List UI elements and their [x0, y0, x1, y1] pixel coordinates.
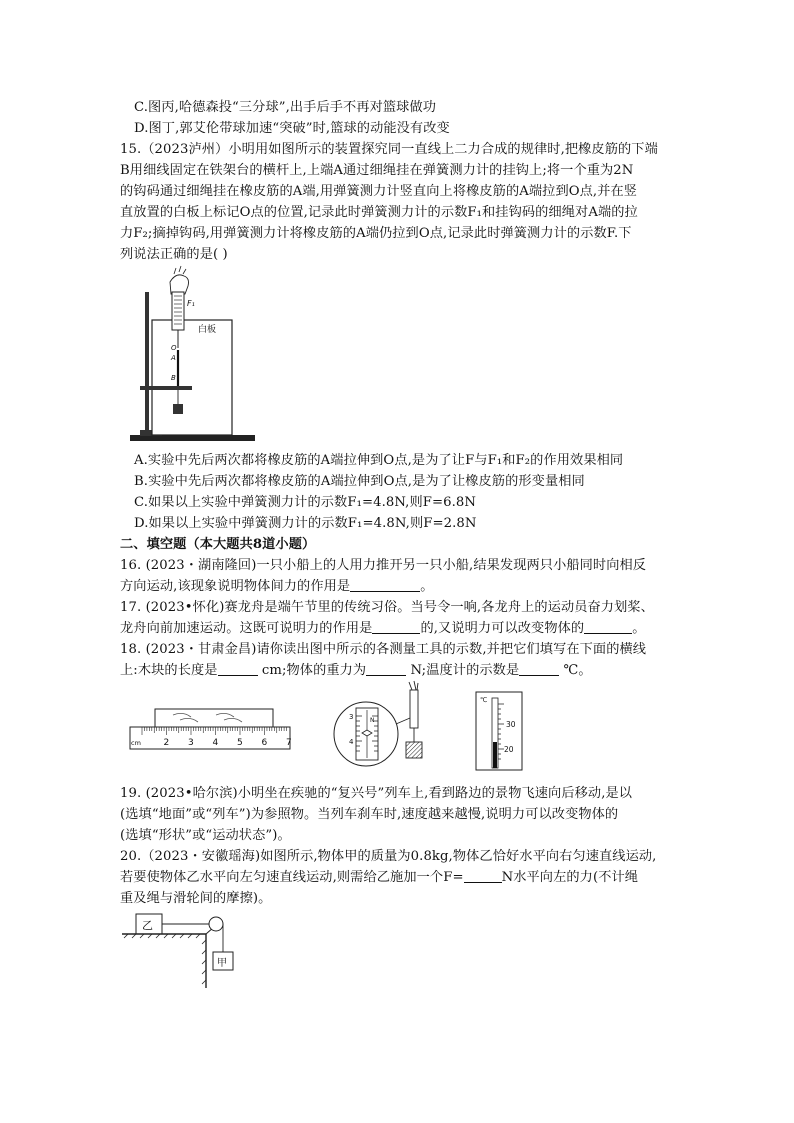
q18-weight-blank[interactable] [366, 662, 406, 676]
q16-line-1: 16. (2023・湖南隆回)一只小船上的人用力推开另一只小船,结果发现两只小船同时向相反 [120, 558, 647, 573]
q20-line-3: 重及绳与滑轮间的摩擦)。 [120, 891, 272, 906]
q17-line-2 [120, 618, 680, 639]
q17-answer-blank-2[interactable] [584, 620, 632, 634]
q17-answer-blank-1[interactable] [372, 620, 420, 634]
q15-option-d: D.如果以上实验中弹簧测力计的示数F₁=4.8N,则F=2.8N [134, 516, 477, 531]
q15-line-6: 列说法正确的是( ) [120, 247, 228, 262]
thermometer-unit: ℃ [480, 696, 488, 704]
option-c-previous: C.图丙,哈德森投“三分球”,出手后手不再对篮球做功 [134, 100, 437, 115]
q15-line-4: 直放置的白板上标记O点的位置,记录此时弹簧测力计的示数F₁和挂钩码的细绳对A端的拉 [120, 205, 638, 220]
ruler-tick-label: 2 [163, 738, 170, 748]
q15-line-3: 的钩码通过细绳挂在橡皮筋的A端,用弹簧测力计竖直向上将橡皮筋的A端拉到O点,并在竖 [120, 184, 638, 199]
ruler-tick-label: 5 [237, 738, 243, 748]
thermometer-tick-30: 30 [506, 720, 516, 729]
q17-line-1: 17. (2023•怀化)赛龙舟是端午节里的传统习俗。当号令一响,各龙舟上的运动员奋力划桨、 [120, 600, 654, 615]
point-o-label: O [171, 344, 177, 352]
q17-end: 。 [632, 621, 646, 636]
scale-unit-n: N [370, 717, 375, 724]
q15-option-b: B.实验中先后两次都将橡皮筋的A端拉伸到O点,是为了让橡皮筋的形变量相同 [134, 474, 585, 489]
q20-text-b: N水平向左的力(不计绳 [501, 870, 639, 885]
q20-line-1: 20.（2023・安徽瑶海)如图所示,物体甲的质量为0.8kg,物体乙恰好水平向右匀速直线运动, [120, 849, 657, 864]
q16-line-2 [120, 576, 680, 597]
q19-line-2: (选填“地面”或“列车”)为参照物。当列车刹车时,速度越来越慢,说明力可以改变物体的 [120, 807, 619, 822]
q15-apparatus-figure [120, 262, 260, 447]
q16-answer-blank[interactable] [350, 578, 420, 592]
ruler-unit-label: cm [131, 739, 141, 747]
q15-option-c: C.如果以上实验中弹簧测力计的示数F₁=4.8N,则F=6.8N [134, 495, 477, 510]
q16-end: 。 [420, 579, 434, 594]
scale-tick-4: 4 [349, 738, 354, 746]
q15-option-a: A.实验中先后两次都将橡皮筋的A端拉伸到O点,是为了让F与F₁和F₂的作用效果相同 [134, 453, 624, 468]
spring-scale-figure [330, 678, 440, 770]
ruler-tick-label: 6 [261, 738, 268, 748]
ruler-tick-label: 7 [286, 738, 292, 748]
q19-line-1: 19. (2023•哈尔滨)小明坐在疾驰的“复兴号”列车上,看到路边的景物飞速向后移动,是以 [120, 786, 633, 801]
f1-label: F₁ [187, 299, 195, 308]
q19-line-3: (选填“形状”或“运动状态”)。 [120, 828, 291, 843]
section-heading: 二、填空题（本大题共8道小题） [120, 537, 316, 552]
option-d-previous: D.图丁,郭艾伦带球加速“突破”时,篮球的动能没有改变 [134, 121, 450, 136]
q20-line-2 [120, 867, 680, 888]
q15-line-2: B用细线固定在铁架台的横杆上,上端A通过细绳挂在弹簧测力计的挂钩上;将一个重为2N [120, 163, 634, 178]
q18-end: ℃。 [559, 663, 592, 678]
q18-text-b: cm;物体的重力为 [257, 663, 367, 678]
q15-line-1: 15.（2023泸州）小明用如图所示的装置探究同一直线上二力合成的规律时,把橡皮筋的下端 [120, 142, 658, 157]
q16-text: 方向运动,该现象说明物体间力的作用是 [120, 579, 351, 594]
q20-pulley-figure [120, 910, 250, 992]
q17-text-a: 龙舟向前加速运动。这既可说明力的作用是 [120, 621, 373, 636]
q20-force-blank[interactable] [464, 869, 502, 883]
q18-temperature-blank[interactable] [519, 662, 559, 676]
q20-text-a: 若要使物体乙水平向左匀速直线运动,则需给乙施加一个F= [120, 870, 464, 885]
ruler-tick-label: 4 [212, 738, 219, 748]
scale-tick-3: 3 [349, 713, 354, 721]
q15-line-5: 力F₂;摘掉钩码,用弹簧测力计将橡皮筋的A端仍拉到O点,记录此时弹簧测力计的示数F.下 [120, 226, 632, 241]
q18-text-c: N;温度计的示数是 [406, 663, 520, 678]
point-b-label: B [171, 374, 176, 382]
ruler-figure [128, 705, 293, 757]
q18-line-1: 18. (2023・甘肃金昌)请你读出图中所示的各测量工具的示数,并把它们填写在下面的横线 [120, 642, 647, 657]
ruler-tick-label: 3 [188, 738, 194, 748]
block-yi-label: 乙 [142, 919, 153, 932]
q18-length-blank[interactable] [218, 662, 258, 676]
q18-text-a: 上:木块的长度是 [120, 663, 218, 678]
block-jia-label: 甲 [217, 958, 227, 969]
point-a-label: A [171, 354, 176, 362]
whiteboard-label: 白板 [198, 325, 217, 335]
thermometer-tick-20: 20 [504, 745, 514, 754]
q17-text-b: 的,又说明力可以改变物体的 [420, 621, 585, 636]
thermometer-figure [474, 690, 524, 772]
